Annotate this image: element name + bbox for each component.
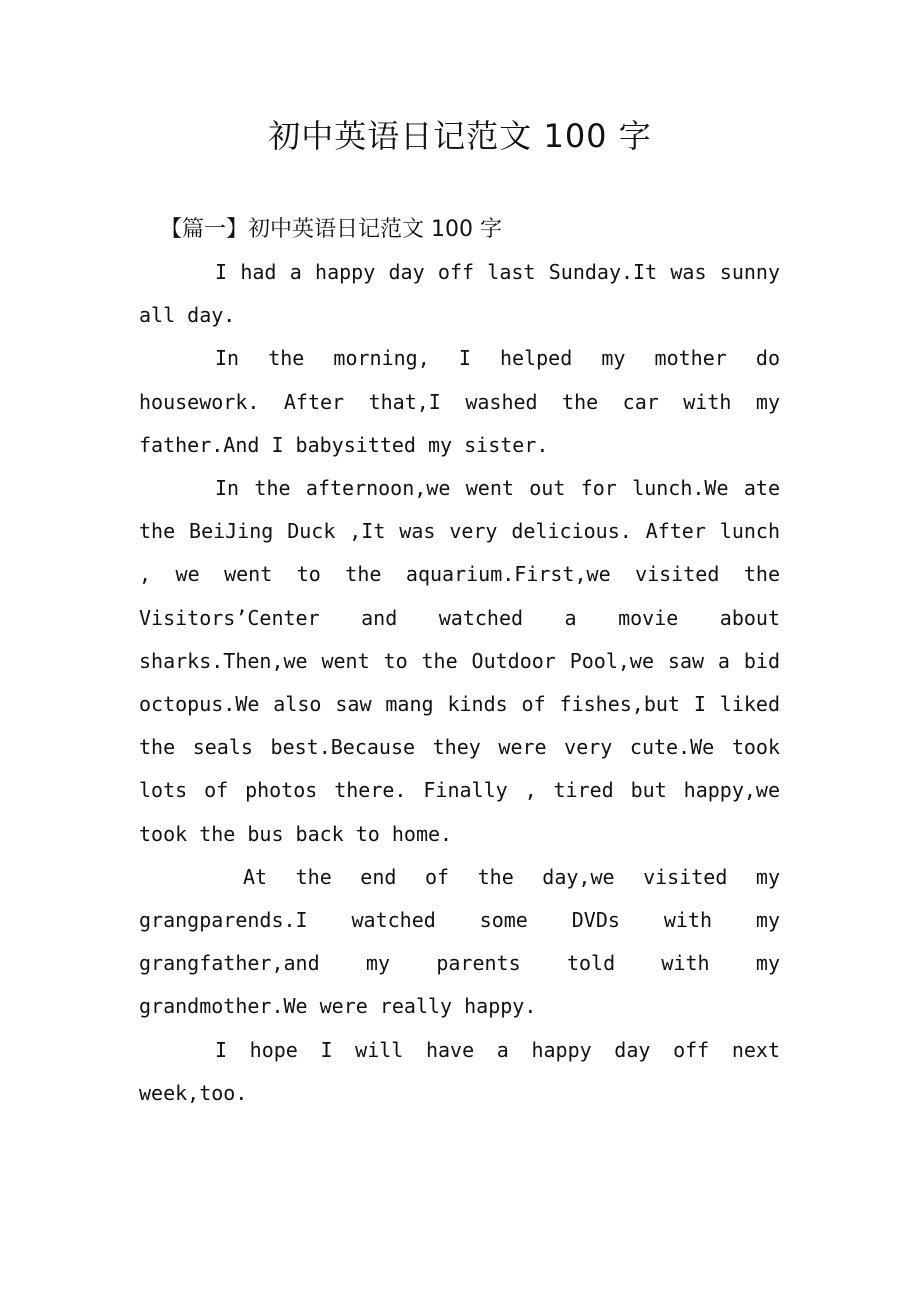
paragraph-3: In the afternoon,we went out for lunch.We ate the BeiJing Duck ,It was very delicious. After lunch , we went to the aquarium.First,we visited the Visitors’Center and watched a movie about sharks.Then,we went to the Outdoor Pool,we saw a bid octopus.We also saw mang kinds of fishes,but I liked the seals best.Because they were very cute.We took lots of photos there. Finally , tired but happy,we took the bus back to home. [139, 476, 780, 846]
document-title: 初中英语日记范文 100 字 [268, 117, 652, 155]
paragraph-2: In the morning, I helped my mother do housework. After that,I washed the car with my father.And I babysitted my sister. [139, 346, 780, 457]
paragraph-5: I hope I will have a happy day off next week,too. [139, 1037, 780, 1105]
paragraph-1: I had a happy day off last Sunday.It was sunny all day. [139, 260, 780, 328]
section-heading: 【篇一】初中英语日记范文 100 字 [160, 217, 502, 242]
paragraph-4: At the end of the day,we visited my grangparends.I watched some DVDs with my grangfather,and my parents told with my grandmother.We were really happy. [139, 864, 780, 1019]
diary-body [139, 251, 780, 1115]
